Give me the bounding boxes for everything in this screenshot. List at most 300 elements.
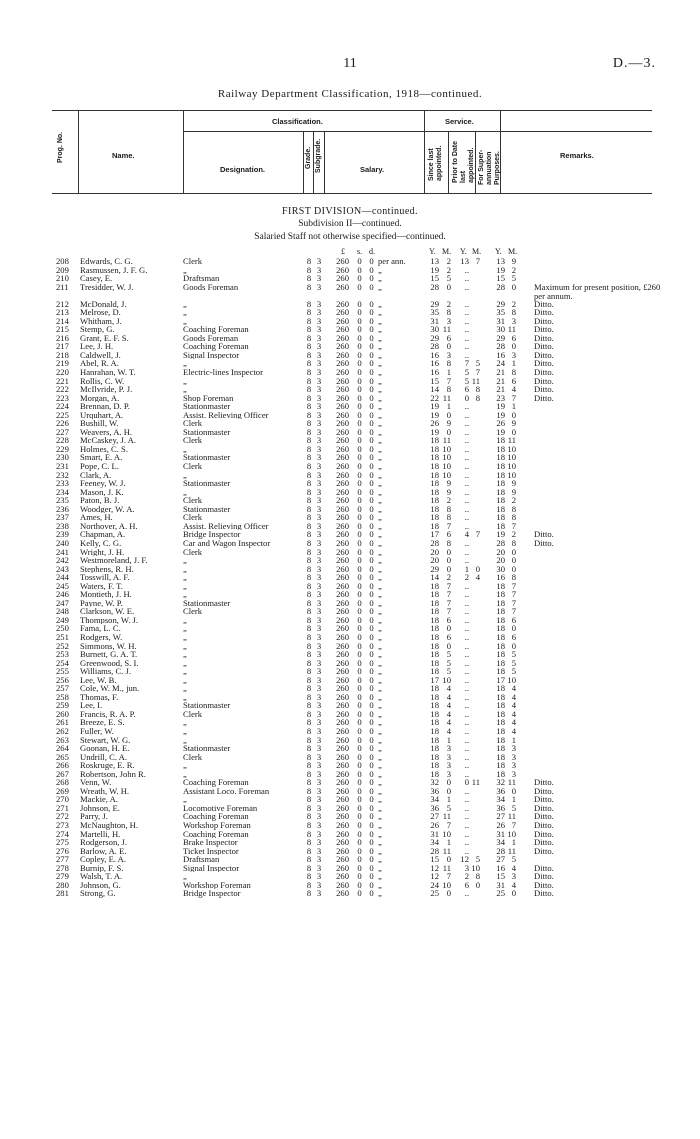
remarks: Ditto. <box>534 845 554 856</box>
since-last-months: 8 <box>446 384 451 395</box>
superannuation-months: 8 <box>511 307 516 318</box>
since-last-years: 28 <box>430 281 439 292</box>
salary-shillings: 0 <box>357 751 362 762</box>
since-last-years: 12 <box>430 862 439 873</box>
prog-no: 274 <box>56 828 69 839</box>
subgrade: 3 <box>316 743 322 754</box>
since-last-years: 18 <box>430 691 439 702</box>
table-row <box>0 795 700 804</box>
grade: 8 <box>306 828 312 839</box>
salary-period: „ <box>378 879 382 890</box>
prog-no: 223 <box>56 392 69 403</box>
salary-pence: 0 <box>369 683 374 694</box>
salary-pence: 0 <box>369 392 374 403</box>
since-last-months: 5 <box>446 802 451 813</box>
prior-years: .. <box>464 520 469 531</box>
subgrade: 3 <box>316 802 322 813</box>
subgrade: 3 <box>316 631 322 642</box>
table-header <box>52 110 652 194</box>
grade: 8 <box>306 794 312 805</box>
staff-name: Rodgerson, J. <box>80 838 128 847</box>
prog-no: 252 <box>56 640 69 651</box>
prog-no: 240 <box>56 537 69 548</box>
staff-name: Casey, E. <box>80 274 113 283</box>
since-last-years: 26 <box>430 418 439 429</box>
staff-name: Goonan, H. E. <box>80 744 130 753</box>
staff-name: Feeney, W. J. <box>80 479 126 488</box>
prior-years: .. <box>464 307 469 318</box>
designation: Clerk <box>183 436 203 445</box>
salary-pence: 0 <box>369 674 374 685</box>
salary-pence: 0 <box>369 777 374 788</box>
grade: 8 <box>306 606 312 617</box>
prior-years: 0 <box>464 777 469 788</box>
superannuation-months: 7 <box>511 589 516 600</box>
staff-name: Bushill, W. <box>80 419 119 428</box>
since-last-months: 11 <box>442 392 451 403</box>
salary-period: „ <box>378 700 382 711</box>
superannuation-years: 20 <box>496 546 505 557</box>
prog-no: 265 <box>56 751 69 762</box>
since-last-months: 8 <box>446 537 451 548</box>
superannuation-years: 18 <box>496 751 505 762</box>
prior-months: 8 <box>475 384 480 395</box>
table-row <box>0 744 700 753</box>
designation: Coaching Foreman <box>183 342 249 351</box>
header-designation: Designation. <box>220 165 266 174</box>
salary-period: „ <box>378 623 382 634</box>
salary-shillings: 0 <box>357 452 362 463</box>
subgrade: 3 <box>316 452 322 463</box>
table-row <box>0 590 700 599</box>
salary-pence: 0 <box>369 418 374 429</box>
salary-pounds: 260 <box>336 683 349 694</box>
subgrade: 3 <box>316 367 322 378</box>
prog-no: 261 <box>56 717 69 728</box>
since-last-months: 5 <box>446 649 451 660</box>
grade: 8 <box>306 392 312 403</box>
designation: Goods Foreman <box>183 282 239 292</box>
designation: Assist. Relieving Officer <box>183 410 269 420</box>
grade: 8 <box>306 512 312 523</box>
unit-shillings: s. <box>357 247 363 256</box>
superannuation-years: 16 <box>496 349 505 360</box>
prior-years: .. <box>464 324 469 335</box>
subgrade: 3 <box>316 674 322 685</box>
prog-no: 273 <box>56 820 69 830</box>
designation: Clerk <box>183 462 203 471</box>
salary-pence: 0 <box>369 503 374 514</box>
table-row <box>0 727 700 736</box>
superannuation-years: 28 <box>496 537 505 548</box>
salary-pounds: 260 <box>336 367 349 378</box>
salary-pounds: 260 <box>336 674 349 685</box>
staff-name: McNaughton, H. <box>80 821 138 830</box>
prog-no: 225 <box>56 409 69 420</box>
since-last-months: 7 <box>446 820 451 830</box>
superannuation-months: 9 <box>511 256 516 266</box>
prior-years: .. <box>464 435 469 446</box>
prior-years: .. <box>464 649 469 660</box>
table-row <box>0 488 700 497</box>
superannuation-months: 11 <box>507 777 516 788</box>
staff-name: Stemp, G. <box>80 325 115 334</box>
staff-name: Cole, W. M., jun. <box>80 684 140 693</box>
since-last-years: 18 <box>430 597 439 608</box>
grade: 8 <box>306 384 312 395</box>
superannuation-months: 4 <box>511 725 516 736</box>
since-last-years: 18 <box>430 623 439 634</box>
since-last-years: 18 <box>430 725 439 736</box>
table-row <box>0 402 700 411</box>
superannuation-months: 6 <box>511 614 516 625</box>
table-row <box>0 872 700 881</box>
salary-pence: 0 <box>369 631 374 642</box>
prior-years: .. <box>464 674 469 685</box>
staff-name: Undrill, C. A. <box>80 752 128 762</box>
table-row <box>0 548 700 557</box>
superannuation-years: 18 <box>496 478 505 489</box>
prog-no: 212 <box>56 298 69 309</box>
since-last-years: 18 <box>430 708 439 719</box>
grade: 8 <box>306 452 312 463</box>
subgrade: 3 <box>316 435 322 446</box>
salary-shillings: 0 <box>357 631 362 642</box>
designation: Signal Inspector <box>183 863 240 873</box>
since-last-years: 25 <box>430 888 439 899</box>
salary-pounds: 260 <box>336 469 349 480</box>
subgrade: 3 <box>316 888 322 899</box>
salary-shillings: 0 <box>357 802 362 813</box>
prog-no: 232 <box>56 469 69 480</box>
salary-pence: 0 <box>369 332 374 343</box>
since-last-months: 4 <box>446 708 451 719</box>
since-last-months: 5 <box>446 657 451 668</box>
designation: „ <box>183 376 187 386</box>
salary-period: „ <box>378 785 382 796</box>
superannuation-months: 0 <box>511 409 516 420</box>
since-last-months: 10 <box>442 443 451 454</box>
prior-years: .. <box>464 495 469 506</box>
superannuation-years: 18 <box>496 461 505 472</box>
since-last-months: 8 <box>446 358 451 369</box>
superannuation-years: 29 <box>496 298 505 309</box>
salary-shillings: 0 <box>357 426 362 437</box>
salary-shillings: 0 <box>357 743 362 754</box>
since-last-years: 18 <box>430 760 439 771</box>
superannuation-months: 11 <box>507 435 516 446</box>
salary-shillings: 0 <box>357 589 362 600</box>
prog-no: 267 <box>56 768 69 779</box>
table-row <box>0 778 700 787</box>
table-row <box>0 718 700 727</box>
since-last-years: 19 <box>430 264 439 275</box>
superannuation-months: 2 <box>511 298 516 309</box>
since-last-months: 7 <box>446 606 451 617</box>
prog-no: 233 <box>56 478 69 489</box>
designation: Clerk <box>183 607 203 616</box>
superannuation-years: 21 <box>496 367 505 378</box>
prog-no: 208 <box>56 256 69 266</box>
salary-pounds: 260 <box>336 495 349 506</box>
grade: 8 <box>306 495 312 506</box>
running-title: Railway Department Classification, 1918—continued. <box>217 88 483 100</box>
superannuation-months: 8 <box>511 537 516 548</box>
subgrade: 3 <box>316 597 322 608</box>
since-last-years: 22 <box>430 392 439 403</box>
staff-name: Whitham, J. <box>80 316 122 326</box>
superannuation-months: 4 <box>511 862 516 873</box>
salary-pounds: 260 <box>336 315 349 326</box>
salary-pounds: 260 <box>336 563 349 574</box>
table-row <box>0 701 700 710</box>
salary-pounds: 260 <box>336 307 349 318</box>
prog-no: 217 <box>56 341 69 352</box>
grade: 8 <box>306 854 312 865</box>
since-last-months: 1 <box>446 837 451 848</box>
subgrade: 3 <box>316 717 322 728</box>
remarks: Ditto. <box>534 307 554 318</box>
subgrade: 3 <box>316 307 322 318</box>
since-last-months: 3 <box>446 315 451 326</box>
staff-name: Caldwell, J. <box>80 350 121 360</box>
superannuation-years: 18 <box>496 640 505 651</box>
salary-shillings: 0 <box>357 443 362 454</box>
since-last-years: 17 <box>430 674 439 685</box>
subgrade: 3 <box>316 871 322 882</box>
salary-shillings: 0 <box>357 837 362 848</box>
superannuation-months: 4 <box>511 879 516 890</box>
salary-pence: 0 <box>369 426 374 437</box>
staff-name: Abel, R. A. <box>80 359 119 369</box>
prior-years: .. <box>464 555 469 566</box>
salary-pence: 0 <box>369 315 374 326</box>
superannuation-years: 32 <box>496 777 505 788</box>
superannuation-months: 5 <box>511 649 516 660</box>
table-row <box>0 530 700 539</box>
salary-pence: 0 <box>369 614 374 625</box>
table-row <box>0 804 700 813</box>
grade: 8 <box>306 631 312 642</box>
since-last-years: 34 <box>430 794 439 805</box>
prog-no: 278 <box>56 862 69 873</box>
table-row <box>0 582 700 591</box>
since-last-months: 1 <box>446 794 451 805</box>
prog-no: 214 <box>56 315 69 326</box>
salary-pounds: 260 <box>336 341 349 352</box>
prog-no: 277 <box>56 854 69 865</box>
since-last-months: 5 <box>446 666 451 677</box>
prog-no: 255 <box>56 666 69 677</box>
salary-shillings: 0 <box>357 871 362 882</box>
salary-pounds: 260 <box>336 375 349 386</box>
grade: 8 <box>306 256 312 266</box>
salary-pounds: 260 <box>336 879 349 890</box>
designation: Stationmaster <box>183 402 231 411</box>
prog-no: 242 <box>56 555 69 566</box>
prog-no: 270 <box>56 794 69 805</box>
designation: „ <box>183 556 187 565</box>
since-last-years: 20 <box>430 546 439 557</box>
superannuation-months: 1 <box>511 837 516 848</box>
since-last-years: 18 <box>430 717 439 728</box>
unit-years: Y. <box>429 247 436 256</box>
prior-years: .. <box>464 461 469 472</box>
superannuation-months: 7 <box>511 597 516 608</box>
table-row <box>0 761 700 770</box>
salary-pounds: 260 <box>336 461 349 472</box>
prior-months: 7 <box>475 529 480 540</box>
prior-years: 2 <box>464 871 469 882</box>
staff-name: Northover, A. H. <box>80 521 138 531</box>
designation: Workshop Foreman <box>183 880 251 890</box>
prog-no: 236 <box>56 503 69 514</box>
subgrade: 3 <box>316 375 322 386</box>
since-last-months: 1 <box>446 367 451 378</box>
designation: „ <box>183 590 187 599</box>
staff-name: Rasmussen, J. F. G. <box>80 265 148 275</box>
prog-no: 229 <box>56 443 69 454</box>
salary-period: „ <box>378 264 382 275</box>
prior-years: .. <box>464 298 469 309</box>
prior-years: .. <box>464 691 469 702</box>
superannuation-months: 9 <box>511 478 516 489</box>
salary-pounds: 260 <box>336 734 349 745</box>
designation: Bridge Inspector <box>183 889 241 898</box>
prior-years: .. <box>464 820 469 830</box>
salary-pounds: 260 <box>336 794 349 805</box>
salary-pence: 0 <box>369 461 374 472</box>
superannuation-months: 1 <box>511 734 516 745</box>
table-row <box>0 342 700 351</box>
unit-years: Y. <box>495 247 502 256</box>
remarks: Ditto. <box>534 794 554 805</box>
salary-pounds: 260 <box>336 871 349 882</box>
grade: 8 <box>306 555 312 566</box>
staff-name: Ames, H. <box>80 513 113 522</box>
since-last-months: 1 <box>446 734 451 745</box>
superannuation-months: 11 <box>507 845 516 856</box>
salary-shillings: 0 <box>357 657 362 668</box>
salary-shillings: 0 <box>357 546 362 557</box>
column-divider <box>448 131 449 193</box>
staff-name: Barlow, A. E. <box>80 846 127 856</box>
table-row <box>0 684 700 693</box>
designation: Draftsman <box>183 855 220 864</box>
subgrade: 3 <box>316 401 322 412</box>
since-last-months: 3 <box>446 743 451 754</box>
since-last-months: 0 <box>446 888 451 899</box>
since-last-months: 3 <box>446 349 451 360</box>
table-row <box>0 838 700 847</box>
prog-no: 215 <box>56 324 69 335</box>
designation: „ <box>183 385 187 394</box>
salary-period: „ <box>378 409 382 420</box>
superannuation-months: 7 <box>511 520 516 531</box>
since-last-years: 18 <box>430 503 439 514</box>
grade: 8 <box>306 657 312 668</box>
table-row <box>0 624 700 633</box>
prog-no: 221 <box>56 375 69 386</box>
staff-name: Grant, E. F. S. <box>80 333 129 343</box>
superannuation-years: 26 <box>496 418 505 429</box>
since-last-months: 0 <box>446 409 451 420</box>
superannuation-months: 9 <box>511 418 516 429</box>
table-row <box>0 300 700 309</box>
prog-no: 224 <box>56 401 69 412</box>
since-last-months: 4 <box>446 700 451 711</box>
salary-shillings: 0 <box>357 879 362 890</box>
since-last-months: 10 <box>442 461 451 472</box>
superannuation-months: 1 <box>511 794 516 805</box>
superannuation-years: 18 <box>496 520 505 531</box>
prior-years: .. <box>464 760 469 771</box>
superannuation-years: 21 <box>496 375 505 386</box>
since-last-years: 18 <box>430 657 439 668</box>
superannuation-years: 18 <box>496 580 505 591</box>
prior-years: .. <box>464 785 469 796</box>
grade: 8 <box>306 691 312 702</box>
staff-name: Holmes, C. S. <box>80 444 128 454</box>
prior-years: .. <box>464 700 469 711</box>
salary-shillings: 0 <box>357 614 362 625</box>
salary-period: „ <box>378 614 382 625</box>
since-last-months: 0 <box>446 341 451 352</box>
subgrade: 3 <box>316 691 322 702</box>
grade: 8 <box>306 461 312 472</box>
table-row <box>0 770 700 779</box>
subgrade: 3 <box>316 794 322 805</box>
designation: „ <box>183 684 187 693</box>
subgrade: 3 <box>316 418 322 429</box>
salary-pounds: 260 <box>336 820 349 830</box>
salary-shillings: 0 <box>357 768 362 779</box>
grade: 8 <box>306 734 312 745</box>
subgrade: 3 <box>316 666 322 677</box>
designation: Stationmaster <box>183 701 231 710</box>
superannuation-years: 18 <box>496 597 505 608</box>
staff-name: Johnson, E. <box>80 803 120 813</box>
prog-no: 239 <box>56 529 69 540</box>
salary-pence: 0 <box>369 845 374 856</box>
salary-pence: 0 <box>369 349 374 360</box>
salary-shillings: 0 <box>357 478 362 489</box>
salary-pence: 0 <box>369 324 374 335</box>
salary-shillings: 0 <box>357 888 362 899</box>
salary-shillings: 0 <box>357 794 362 805</box>
remarks: Ditto. <box>534 324 554 335</box>
salary-period: „ <box>378 349 382 360</box>
salary-period: „ <box>378 580 382 591</box>
staff-name: Lee, I. <box>80 701 103 710</box>
prog-no: 271 <box>56 802 69 813</box>
salary-pence: 0 <box>369 666 374 677</box>
staff-name: Burnett, G. A. T. <box>80 650 138 659</box>
prog-no: 269 <box>56 785 69 796</box>
staff-name: Thomas, F. <box>80 692 119 702</box>
salary-shillings: 0 <box>357 640 362 651</box>
prog-no: 268 <box>56 777 69 788</box>
since-last-years: 26 <box>430 820 439 830</box>
salary-pence: 0 <box>369 597 374 608</box>
superannuation-years: 30 <box>496 563 505 574</box>
salary-pounds: 260 <box>336 520 349 531</box>
superannuation-years: 26 <box>496 820 505 830</box>
staff-name: McCaskey, J. A. <box>80 436 137 445</box>
salary-pence: 0 <box>369 871 374 882</box>
remarks: Ditto. <box>534 298 554 309</box>
salary-pounds: 260 <box>336 640 349 651</box>
